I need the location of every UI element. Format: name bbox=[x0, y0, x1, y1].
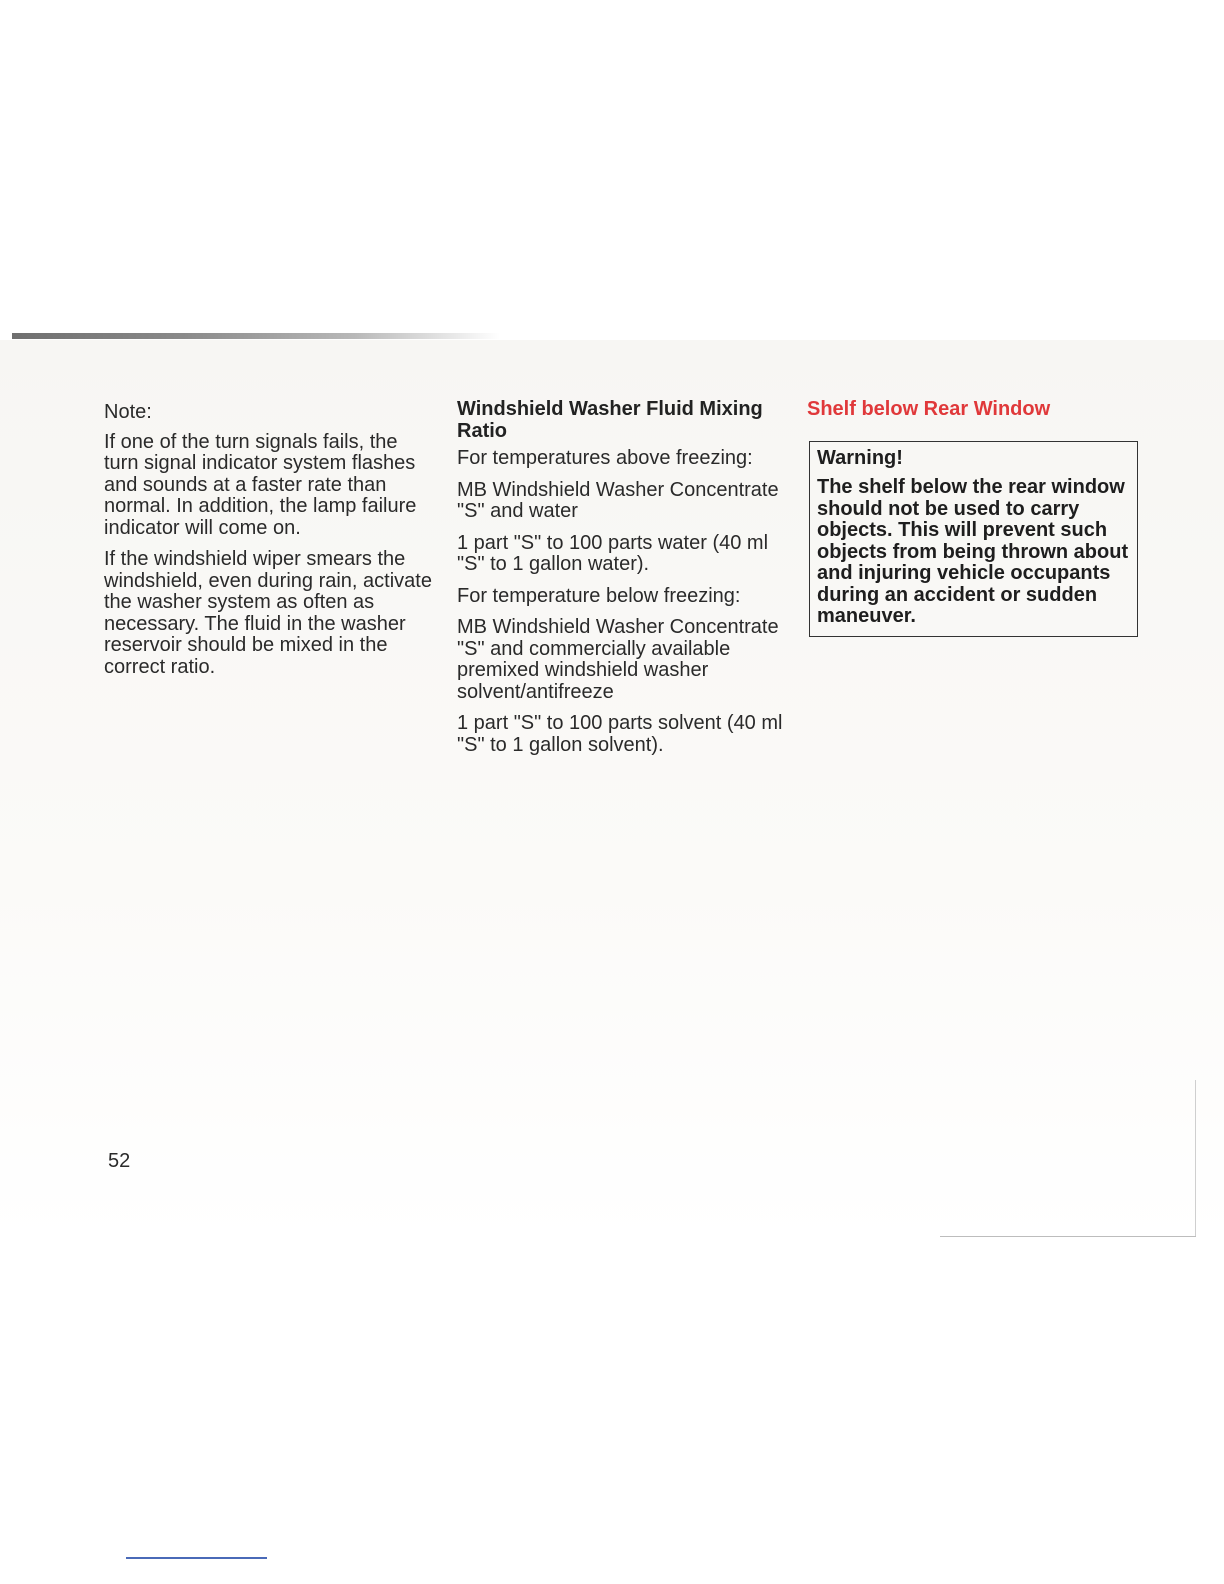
warning-text: The shelf below the rear window should not be used to carry objects. This will prevent such objects from being thrown about and injuring vehicle occupants during an accident or sudden maneuver. bbox=[817, 476, 1129, 627]
warning-box bbox=[809, 441, 1138, 637]
section-heading: Windshield Washer Fluid Mixing Ratio bbox=[457, 398, 763, 442]
left-column bbox=[104, 398, 434, 688]
paragraph: If the windshield wiper smears the windshield, even during rain, activate the washer system as often as necessary. The fluid in the washer reservoir should be mixed in the correct ratio. bbox=[104, 548, 432, 678]
paragraph: MB Windshield Washer Concentrate "S" and commercially available premixed windshield washer solvent/antifreeze bbox=[457, 616, 779, 703]
middle-column bbox=[457, 398, 797, 766]
bottom-divider bbox=[940, 1236, 1196, 1237]
right-column bbox=[807, 398, 1142, 637]
page-edge bbox=[1195, 1080, 1196, 1237]
paragraph: 1 part "S" to 100 parts water (40 ml "S" to 1 gallon water). bbox=[457, 531, 769, 575]
paragraph: If one of the turn signals fails, the turn signal indicator system flashes and sounds at a faster rate than normal. In addition, the lamp failure indicator will come on. bbox=[104, 430, 417, 539]
section-heading: Shelf below Rear Window bbox=[807, 398, 1051, 420]
paragraph: 1 part "S" to 100 parts solvent (40 ml "S" to 1 gallon solvent). bbox=[457, 712, 783, 756]
paragraph: MB Windshield Washer Concentrate "S" and water bbox=[457, 478, 779, 522]
paragraph: For temperature below freezing: bbox=[457, 584, 741, 607]
note-label: Note: bbox=[104, 401, 152, 423]
paragraph: For temperatures above freezing: bbox=[457, 447, 753, 469]
page-number: 52 bbox=[108, 1150, 131, 1172]
footer-line bbox=[126, 1557, 267, 1559]
top-divider bbox=[12, 333, 500, 339]
warning-title: Warning! bbox=[817, 447, 903, 469]
